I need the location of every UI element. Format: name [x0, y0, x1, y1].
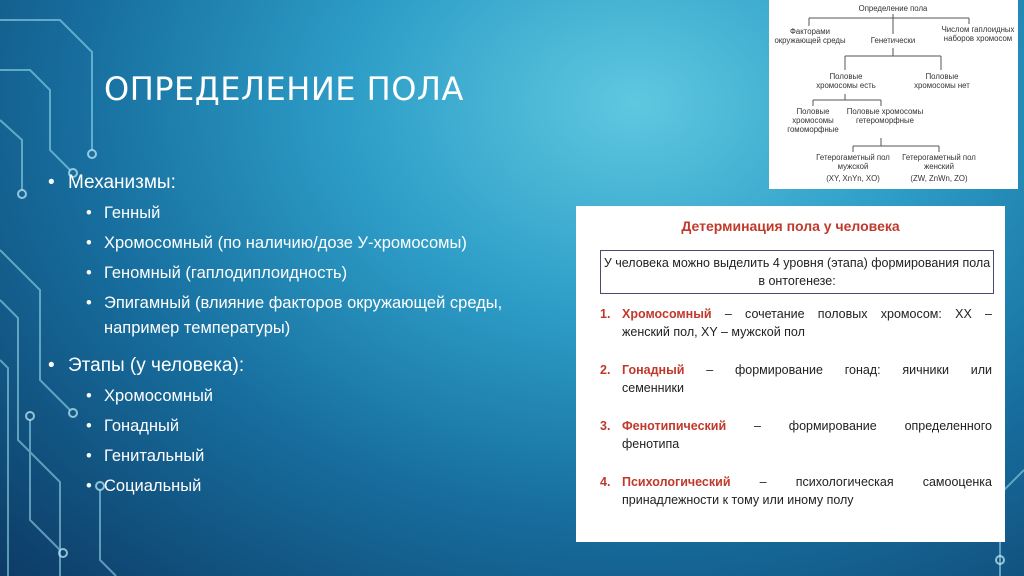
mechanisms-heading: • Механизмы:	[48, 170, 568, 196]
determination-card	[576, 206, 1005, 542]
step-text-line1	[622, 473, 992, 491]
slide-title: ОПРЕДЕЛЕНИЕ ПОЛА	[104, 70, 464, 108]
stages-section	[48, 353, 568, 499]
step-text-line2: семенники	[622, 381, 684, 395]
step-description: – сочетание половых хромосом: XX –	[724, 307, 992, 321]
step-number: 3.	[600, 419, 611, 433]
step-term: Гонадный	[622, 363, 685, 377]
diagram-node-has-sex-chromosomes: Половые хромосомы есть	[816, 72, 876, 90]
step-description: – формирование определенного	[754, 419, 992, 433]
stages-list	[48, 384, 568, 499]
list-item: • Социальный	[48, 474, 568, 499]
stages-numbered-list	[600, 305, 992, 529]
bullet-content	[48, 170, 568, 504]
list-item: • Хромосомный (по наличию/дозе У-хромосомы)	[48, 231, 568, 256]
step-term: Психологический	[622, 475, 731, 489]
step-number: 2.	[600, 363, 611, 377]
mechanisms-section	[48, 170, 568, 341]
list-item	[600, 305, 992, 341]
list-item: • Генитальный	[48, 444, 568, 469]
diagram-root: Определение пола	[858, 4, 928, 13]
mechanisms-list	[48, 201, 568, 341]
stages-heading: • Этапы (у человека):	[48, 353, 568, 379]
card-intro-box: У человека можно выделить 4 уровня (этапа) формирования пола в онтогенезе:	[600, 250, 994, 294]
diagram-formula-female: (ZW, ZnWn, ZO)	[910, 174, 968, 183]
step-term: Фенотипический	[622, 419, 727, 433]
diagram-node-no-sex-chromosomes: Половые хромосомы нет	[914, 72, 970, 90]
step-term: Хромосомный	[622, 307, 712, 321]
list-item: • Генный	[48, 201, 568, 226]
diagram-node-genetic: Генетически	[870, 36, 916, 45]
list-item: • Эпигамный (влияние факторов окружающей среды, например температуры)	[48, 291, 568, 341]
step-number: 4.	[600, 475, 611, 489]
step-text-line1	[622, 417, 992, 435]
list-item: • Гонадный	[48, 414, 568, 439]
step-number: 1.	[600, 307, 611, 321]
list-item	[600, 417, 992, 453]
step-text-line1	[622, 305, 992, 323]
list-item	[600, 473, 992, 509]
step-description: – психологическая самооценка	[759, 475, 992, 489]
diagram-node-homomorphic: Половые хромосомы гомоморфные	[787, 107, 839, 134]
step-text-line2: женский пол, XY – мужской пол	[622, 325, 805, 339]
card-title: Детерминация пола у человека	[681, 218, 900, 234]
step-description: – формирование гонад: яичники или	[706, 363, 992, 377]
diagram-formula-male: (XY, XnYn, XO)	[826, 174, 880, 183]
list-item: • Хромосомный	[48, 384, 568, 409]
step-text-line2: фенотипа	[622, 437, 680, 451]
list-item: • Геномный (гаплодиплоидность)	[48, 261, 568, 286]
diagram-node-male-heterogametic: Гетерогаметный пол мужской	[816, 153, 890, 171]
step-text-line2: принадлежности к тому или иному полу	[622, 493, 854, 507]
diagram-node-female-heterogametic: Гетерогаметный пол женский	[902, 153, 976, 171]
diagram-node-heteromorphic: Половые хромосомы гетероморфные	[846, 107, 924, 125]
step-text-line1	[622, 361, 992, 379]
diagram-node-environment: Факторами окружающей среды	[774, 27, 846, 45]
diagram-node-haploid: Числом гаплоидных наборов хромосом	[941, 25, 1015, 43]
list-item	[600, 361, 992, 397]
sex-determination-diagram	[769, 0, 1018, 189]
